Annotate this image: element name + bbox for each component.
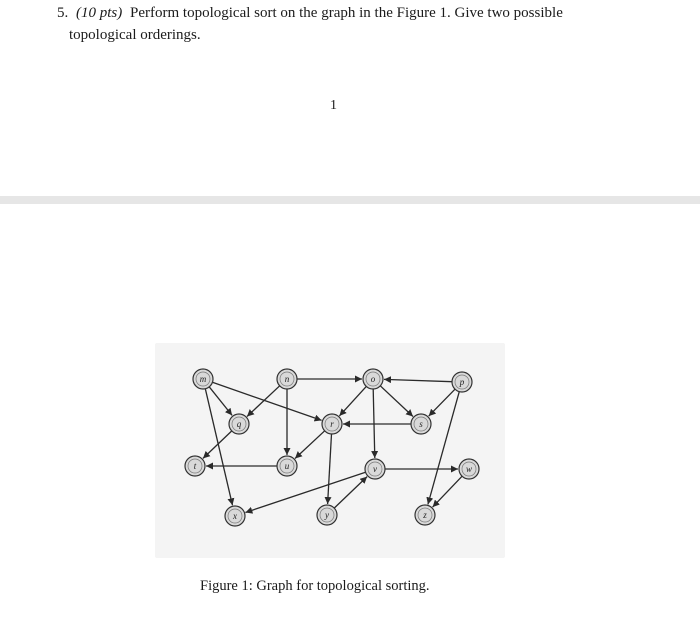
node-label-o: o: [370, 374, 376, 384]
node-m: [193, 369, 213, 389]
page-number: 1: [330, 98, 337, 113]
node-s: [411, 414, 431, 434]
node-x: [225, 506, 245, 526]
question-points: (10 pts): [76, 5, 123, 21]
node-label-z: z: [423, 510, 427, 520]
node-u: [277, 456, 297, 476]
edge-p-to-o: [384, 379, 452, 381]
node-q: [229, 414, 249, 434]
node-p: [452, 372, 472, 392]
node-label-y: y: [325, 510, 329, 520]
node-z: [415, 505, 435, 525]
edge-m-to-x: [205, 389, 232, 506]
edge-q-to-t: [203, 431, 232, 459]
edge-m-to-r: [212, 382, 321, 420]
node-w: [459, 459, 479, 479]
edge-p-to-s: [429, 389, 455, 416]
node-label-n: n: [284, 374, 290, 384]
edge-o-to-r: [339, 386, 366, 416]
edge-n-to-q: [247, 386, 280, 417]
node-t: [185, 456, 205, 476]
graph-edges: [203, 379, 462, 513]
edge-r-to-u: [295, 431, 325, 459]
question-number: 5.: [57, 5, 69, 21]
edge-m-to-q: [209, 387, 232, 416]
question-line-1: Perform topological sort on the graph in the Figure 1. Give two possible: [130, 5, 563, 21]
node-label-s: s: [419, 419, 423, 429]
edge-p-to-z: [428, 392, 459, 505]
edge-o-to-s: [380, 386, 413, 417]
node-label-x: x: [233, 511, 237, 521]
edge-w-to-z: [433, 476, 463, 507]
node-label-p: p: [459, 377, 465, 387]
graph-nodes: [185, 369, 479, 526]
node-r: [322, 414, 342, 434]
node-label-q: q: [236, 419, 242, 429]
node-o: [363, 369, 383, 389]
node-n: [277, 369, 297, 389]
edge-r-to-y: [328, 434, 332, 504]
node-label-u: u: [284, 461, 290, 471]
edge-v-to-x: [245, 472, 365, 512]
figure-caption: Figure 1: Graph for topological sorting.: [200, 578, 430, 594]
node-label-w: w: [465, 464, 473, 474]
node-label-v: v: [373, 464, 377, 474]
node-label-m: m: [199, 374, 207, 384]
question-line-2: topological orderings.: [69, 27, 201, 43]
node-y: [317, 505, 337, 525]
node-label-r: r: [330, 419, 334, 429]
node-label-t: t: [193, 461, 197, 471]
node-v: [365, 459, 385, 479]
